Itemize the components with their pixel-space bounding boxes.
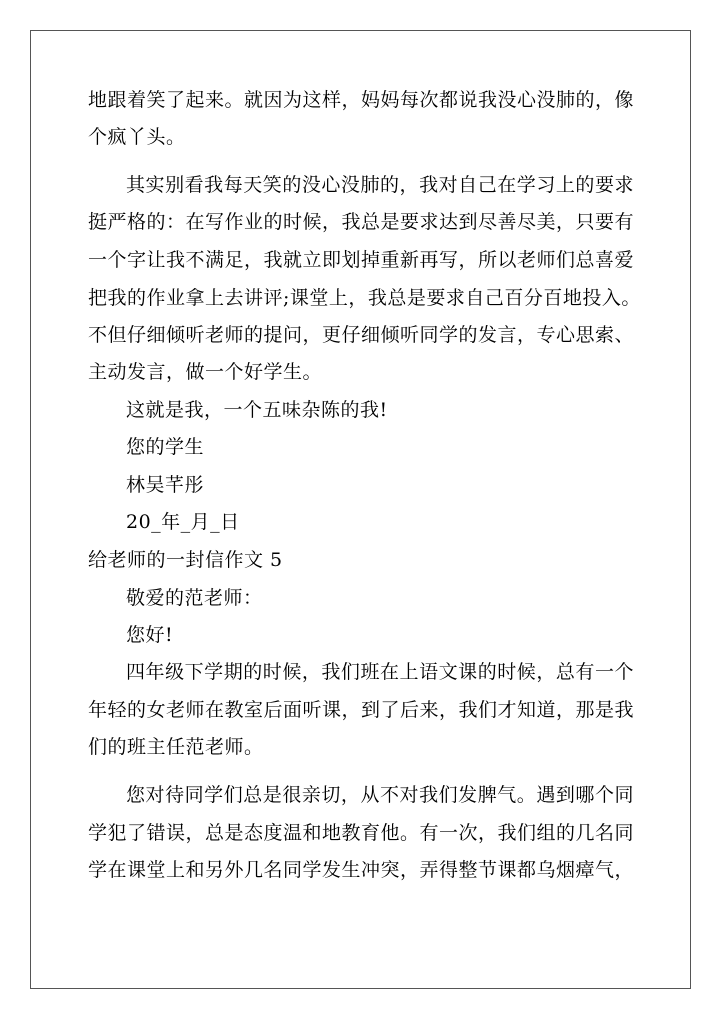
text-line: 学在课堂上和另外几名同学发生冲突，弄得整节课都乌烟瘴气， — [88, 859, 635, 881]
section-title: 给老师的一封信作文 5 — [88, 549, 283, 571]
text-line: 年轻的女老师在教室后面听课，到了后来，我们才知道，那是我 — [88, 699, 635, 721]
signature-name: 林吴芊彤 — [126, 474, 205, 496]
text-line: 地跟着笑了起来。就因为这样，妈妈每次都说我没心没肺的，像 — [88, 89, 635, 111]
text-line: 四年级下学期的时候，我们班在上语文课的时候，总有一个 — [126, 661, 634, 683]
greeting: 敬爱的范老师： — [126, 587, 263, 609]
text-line: 个疯丫头。 — [88, 126, 186, 148]
letter-date: 20_年_月_日 — [126, 511, 240, 533]
text-line: 这就是我，一个五味杂陈的我! — [126, 399, 388, 421]
text-line: 们的班主任范老师。 — [88, 736, 264, 758]
closing-salutation: 您的学生 — [126, 436, 205, 458]
text-line: 您对待同学们总是很亲切，从不对我们发脾气。遇到哪个同 — [126, 784, 634, 806]
text-line: 不但仔细倾听老师的提问，更仔细倾听同学的发言，专心思索、 — [88, 324, 635, 346]
text-line: 学犯了错误，总是态度温和地教育他。有一次，我们组的几名同 — [88, 822, 635, 844]
greeting-hello: 您好! — [126, 624, 174, 646]
text-line: 一个字让我不满足，我就立即划掉重新再写，所以老师们总喜爱 — [88, 249, 635, 271]
text-line: 主动发言，做一个好学生。 — [88, 361, 323, 383]
text-line: 其实别看我每天笑的没心没肺的，我对自己在学习上的要求 — [126, 174, 634, 196]
text-line: 把我的作业拿上去讲评;课堂上，我总是要求自己百分百地投入。 — [88, 287, 641, 309]
text-line: 挺严格的：在写作业的时候，我总是要求达到尽善尽美，只要有 — [88, 211, 635, 233]
